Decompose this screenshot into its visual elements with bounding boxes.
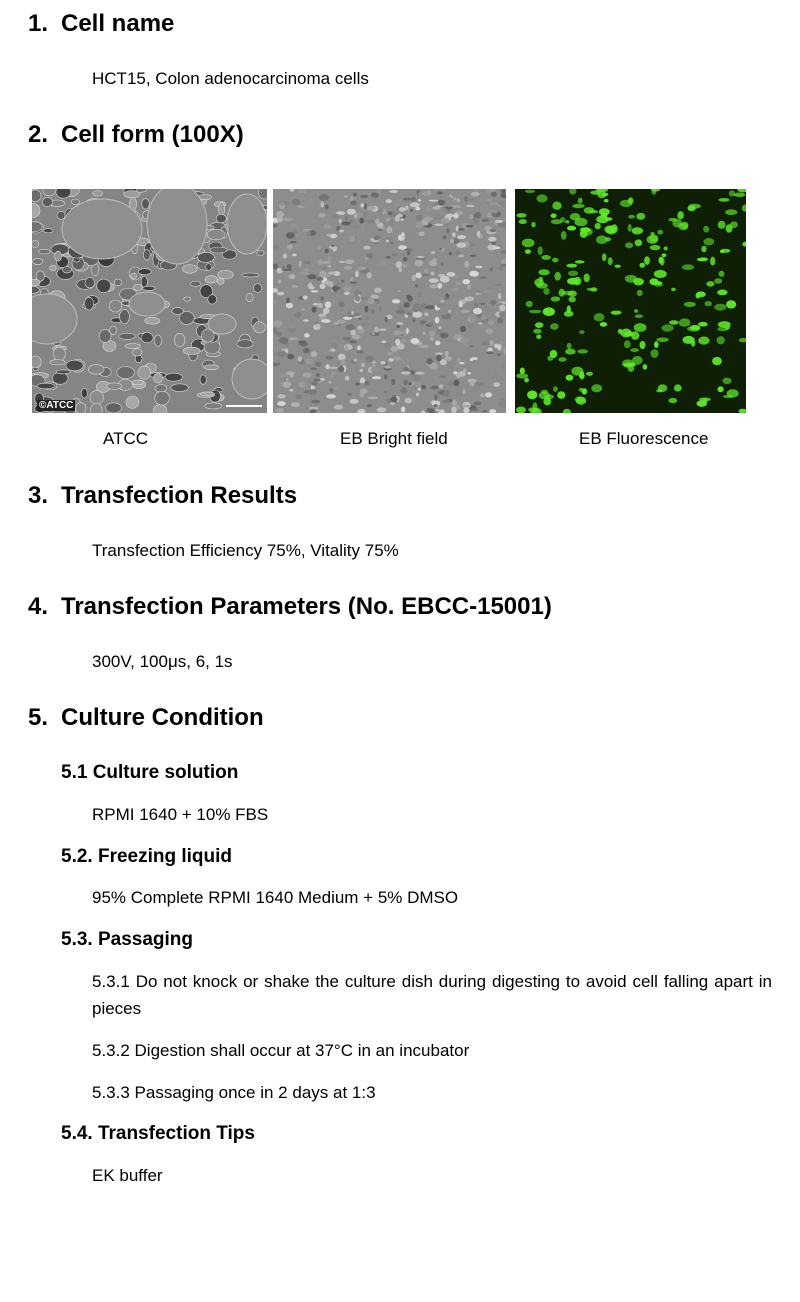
- section-number: 3.: [28, 482, 49, 509]
- passaging-item: 5.3.1 Do not knock or shake the culture dish during digesting to avoid cell falling apart in pieces: [92, 972, 772, 1018]
- atcc-micrograph-image: [32, 189, 267, 413]
- section-title: Culture Condition: [61, 704, 264, 731]
- caption-atcc: ATCC: [103, 429, 149, 448]
- caption-bright-field: EB Bright field: [340, 429, 448, 448]
- transfection-tips-text: EK buffer: [92, 1166, 163, 1185]
- section-number: 2.: [28, 121, 49, 148]
- bright-field-micrograph-image: [273, 189, 506, 413]
- results-text: Transfection Efficiency 75%, Vitality 75%: [92, 541, 399, 560]
- subheading-passaging: 5.3. Passaging: [61, 929, 194, 950]
- cell-name-text: HCT15, Colon adenocarcinoma cells: [92, 69, 369, 88]
- section-title: Transfection Parameters (No. EBCC-15001): [61, 593, 552, 620]
- fluorescence-micrograph-image: [515, 189, 746, 413]
- atcc-watermark: ©ATCC: [39, 400, 74, 411]
- section-heading-cell-name: [28, 9, 174, 39]
- section-title: Cell name: [61, 10, 175, 37]
- scale-bar: [226, 405, 262, 407]
- section-heading-parameters: [28, 592, 552, 622]
- section-heading-culture: [28, 703, 264, 733]
- caption-fluorescence: EB Fluorescence: [579, 429, 709, 448]
- subheading-freezing-liquid: 5.2. Freezing liquid: [61, 846, 233, 867]
- parameters-text: 300V, 100μs, 6, 1s: [92, 652, 233, 671]
- section-number: 4.: [28, 593, 49, 620]
- section-title: Cell form (100X): [61, 121, 244, 148]
- passaging-item: 5.3.2 Digestion shall occur at 37°C in an incubator: [92, 1041, 470, 1060]
- section-title: Transfection Results: [61, 482, 298, 509]
- section-heading-cell-form: [28, 120, 244, 150]
- subheading-transfection-tips: 5.4. Transfection Tips: [61, 1123, 255, 1144]
- freezing-liquid-text: 95% Complete RPMI 1640 Medium + 5% DMSO: [92, 888, 459, 907]
- passaging-item: 5.3.3 Passaging once in 2 days at 1:3: [92, 1083, 376, 1102]
- section-number: 5.: [28, 704, 49, 731]
- section-number: 1.: [28, 10, 49, 37]
- section-heading-results: [28, 481, 297, 511]
- subheading-culture-solution: 5.1 Culture solution: [61, 762, 239, 783]
- culture-solution-text: RPMI 1640 + 10% FBS: [92, 805, 269, 824]
